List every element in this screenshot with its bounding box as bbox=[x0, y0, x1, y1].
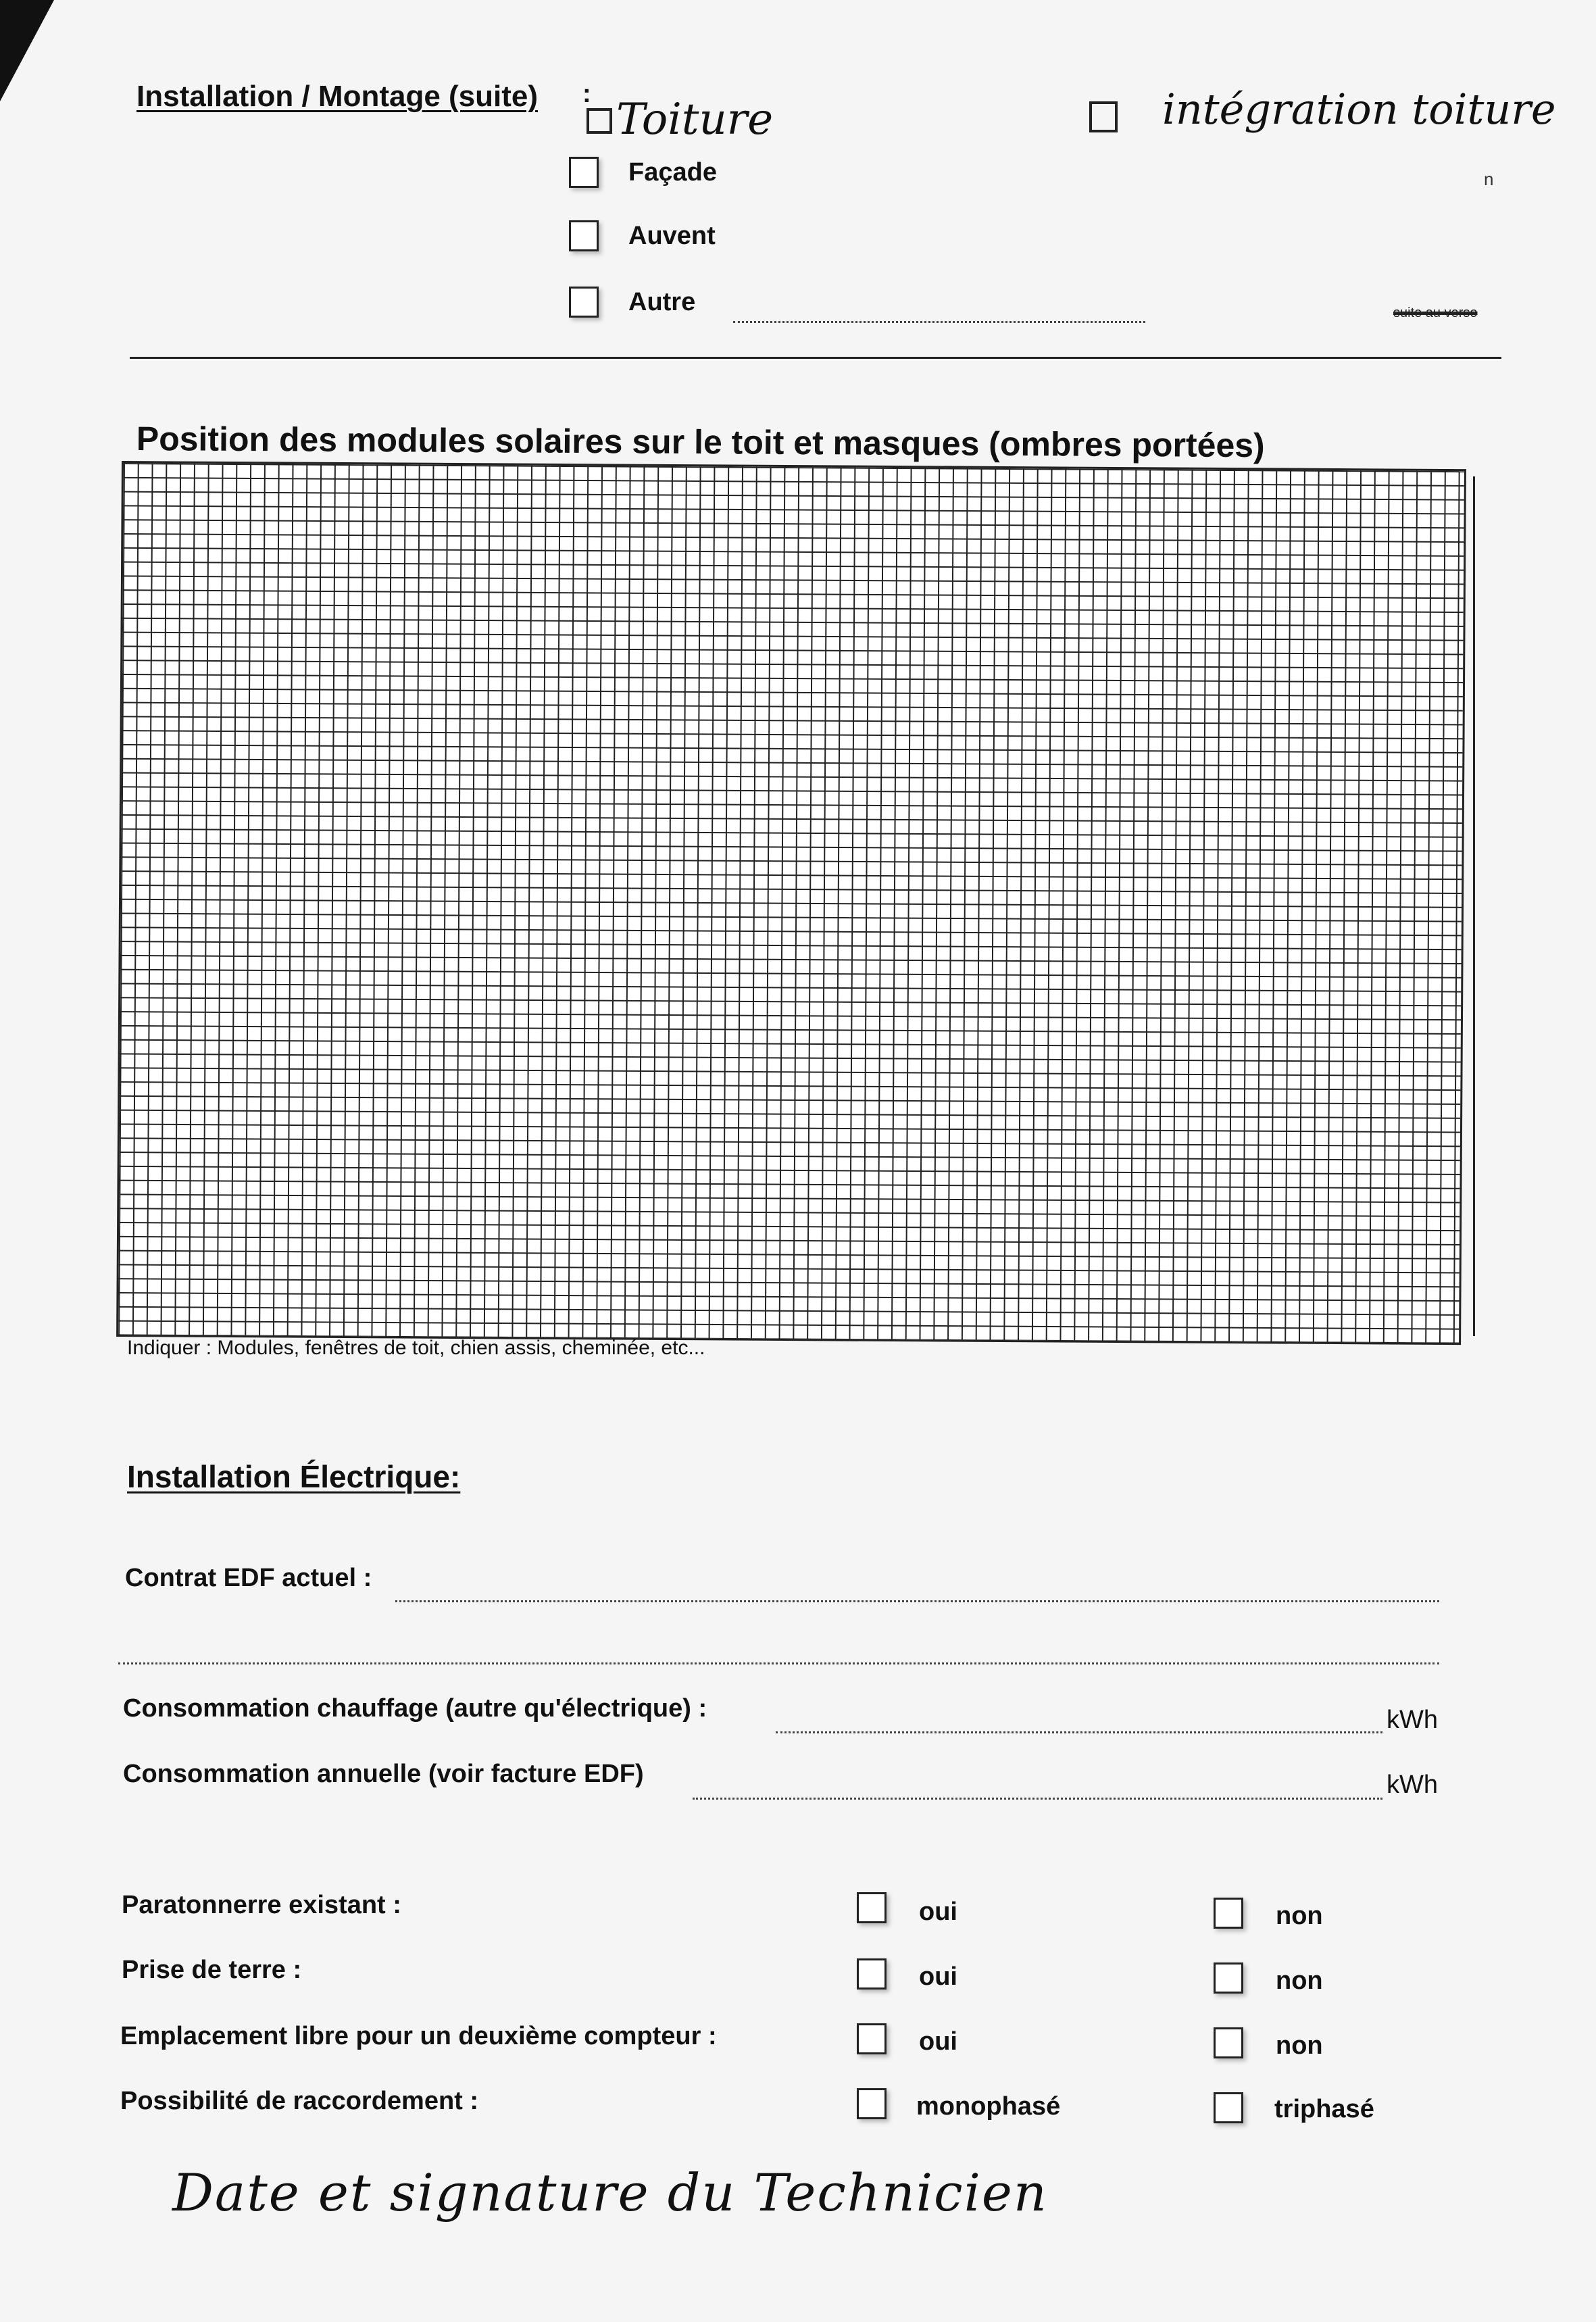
checkbox-auvent[interactable] bbox=[569, 220, 599, 251]
prise-terre-oui-checkbox[interactable] bbox=[857, 1958, 887, 1990]
contrat-edf-label: Contrat EDF actuel : bbox=[125, 1564, 372, 1592]
prise-terre-non-checkbox[interactable] bbox=[1214, 1962, 1243, 1994]
option-facade-label: Façade bbox=[628, 158, 717, 187]
grid-section-title: Position des modules solaires sur le toit et masques (ombres portées) bbox=[136, 420, 1265, 465]
deuxieme-compteur-non-label: non bbox=[1276, 2031, 1323, 2060]
raccordement-label: Possibilité de raccordement : bbox=[120, 2087, 479, 2115]
option-auvent-label: Auvent bbox=[628, 222, 716, 250]
paratonnerre-non-label: non bbox=[1276, 1902, 1323, 1930]
section-divider bbox=[130, 357, 1501, 359]
prise-terre-oui-label: oui bbox=[919, 1962, 957, 1991]
annuelle-line[interactable] bbox=[693, 1798, 1382, 1800]
autre-entry-line[interactable] bbox=[733, 321, 1145, 323]
chauffage-label: Consommation chauffage (autre qu'électrique) : bbox=[123, 1694, 707, 1723]
annuelle-unit: kWh bbox=[1387, 1771, 1438, 1799]
deuxieme-compteur-label: Emplacement libre pour un deuxième compteur : bbox=[120, 2022, 717, 2050]
triphase-label: triphasé bbox=[1274, 2095, 1374, 2123]
triphase-checkbox[interactable] bbox=[1214, 2092, 1243, 2123]
paratonnerre-oui-label: oui bbox=[919, 1898, 957, 1926]
handwritten-checkbox-toiture[interactable] bbox=[587, 108, 612, 134]
deuxieme-compteur-oui-checkbox[interactable] bbox=[857, 2023, 887, 2054]
handwritten-signature-note: Date et signature du Technicien bbox=[172, 2163, 1048, 2223]
monophase-label: monophasé bbox=[916, 2092, 1061, 2121]
monophase-checkbox[interactable] bbox=[857, 2088, 887, 2119]
handwritten-toiture: Toiture bbox=[616, 95, 774, 145]
contrat-edf-line-2[interactable] bbox=[118, 1662, 1439, 1664]
paratonnerre-non-checkbox[interactable] bbox=[1214, 1898, 1243, 1929]
stray-mark: n bbox=[1484, 169, 1494, 189]
handwritten-checkbox-integration[interactable] bbox=[1089, 101, 1118, 132]
checkbox-autre[interactable] bbox=[569, 287, 599, 318]
section-title-montage: Installation / Montage (suite) bbox=[136, 80, 539, 113]
grid-hint-text: Indiquer : Modules, fenêtres de toit, chien assis, cheminée, etc... bbox=[127, 1337, 705, 1359]
continued-note: suite au verso bbox=[1393, 305, 1478, 320]
prise-terre-label: Prise de terre : bbox=[122, 1956, 302, 1984]
scan-corner-shadow bbox=[0, 0, 54, 101]
title-colon: : bbox=[582, 80, 591, 108]
prise-terre-non-label: non bbox=[1276, 1967, 1323, 1995]
annuelle-label: Consommation annuelle (voir facture EDF) bbox=[123, 1760, 644, 1788]
chauffage-line[interactable] bbox=[776, 1731, 1382, 1733]
paratonnerre-oui-checkbox[interactable] bbox=[857, 1892, 887, 1923]
deuxieme-compteur-non-checkbox[interactable] bbox=[1214, 2027, 1243, 2058]
contrat-edf-line[interactable] bbox=[395, 1600, 1439, 1602]
chauffage-unit: kWh bbox=[1387, 1706, 1438, 1734]
option-autre-label: Autre bbox=[628, 288, 696, 316]
section-title-electrique: Installation Électrique: bbox=[127, 1459, 461, 1494]
grid-edge-line bbox=[1473, 476, 1475, 1336]
deuxieme-compteur-oui-label: oui bbox=[919, 2027, 957, 2056]
paratonnerre-label: Paratonnerre existant : bbox=[122, 1891, 401, 1919]
checkbox-facade[interactable] bbox=[569, 157, 599, 188]
roof-layout-grid[interactable] bbox=[116, 461, 1466, 1345]
handwritten-integration-toiture: intégration toiture bbox=[1162, 84, 1556, 134]
